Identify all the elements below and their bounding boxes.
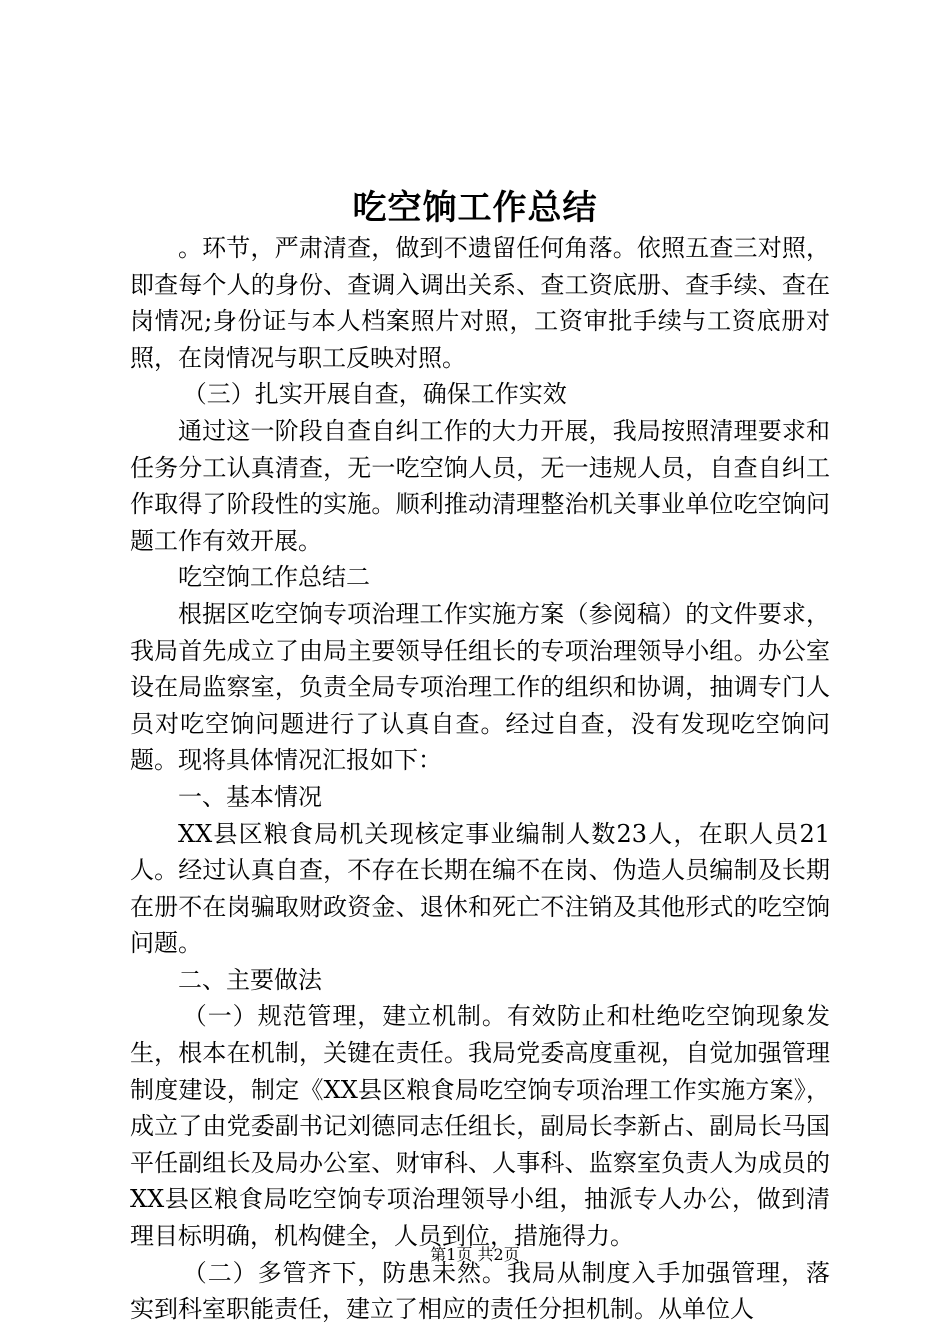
section-heading: （三）扎实开展自查，确保工作实效 bbox=[182, 380, 567, 409]
paragraph: 通过这一阶段自查自纠工作的大力开展，我局按照清理要求和任务分工认真清查，无一吃空饷人员，无一违规人员，自查自纠工作取得了阶段性的实施。顺利推动清理整治机关事业单位吃空饷问题工作有效开展。 bbox=[130, 416, 830, 555]
paragraph: （二）多管齐下，防患未然。我局从制度入手加强管理，落实到科室职能责任，建立了相应的责任分担机制。从单位人 bbox=[130, 1258, 830, 1324]
paragraph: XX县区粮食局机关现核定事业编制人数23人，在职人员21人。经过认真自查，不存在长期在编不在岗、伪造人员编制及长期在册不在岗骗取财政资金、退休和死亡不注销及其他形式的吃空饷问题。 bbox=[130, 819, 830, 958]
section-heading: 吃空饷工作总结二 bbox=[178, 563, 370, 592]
paragraph: 。环节，严肃清查，做到不遗留任何角落。依照五查三对照，即查每个人的身份、查调入调出关系、查工资底册、查手续、查在岗情况;身份证与本人档案照片对照，工资审批手续与工资底册对照，在岗情况与职工反映对照。 bbox=[130, 234, 830, 372]
document-body bbox=[130, 230, 830, 1328]
paragraph: （一）规范管理，建立机制。有效防止和杜绝吃空饷现象发生，根本在机制，关键在责任。我局党委高度重视，自觉加强管理制度建设，制定《XX县区粮食局吃空饷专项治理工作实施方案》，成立了由党委副书记刘德同志任组长，副局长李新占、副局长马国平任副组长及局办公室、财审科、人事科、监察室负责人为成员的XX县区粮食局吃空饷专项治理领导小组，抽派专人办公，做到清理目标明确，机构健全，人员到位，措施得力。 bbox=[130, 1002, 830, 1251]
section-heading: 二、主要做法 bbox=[178, 965, 322, 994]
section-heading: 一、基本情况 bbox=[178, 782, 322, 811]
paragraph: 根据区吃空饷专项治理工作实施方案（参阅稿）的文件要求，我局首先成立了由局主要领导任组长的专项治理领导小组。办公室设在局监察室，负责全局专项治理工作的组织和协调，抽调专门人员对吃空饷问题进行了认真自查。经过自查，没有发现吃空饷问题。现将具体情况汇报如下： bbox=[130, 599, 830, 775]
page-footer: 第1页 共2页 bbox=[430, 1245, 520, 1264]
document-title: 吃空饷工作总结 bbox=[352, 188, 598, 228]
